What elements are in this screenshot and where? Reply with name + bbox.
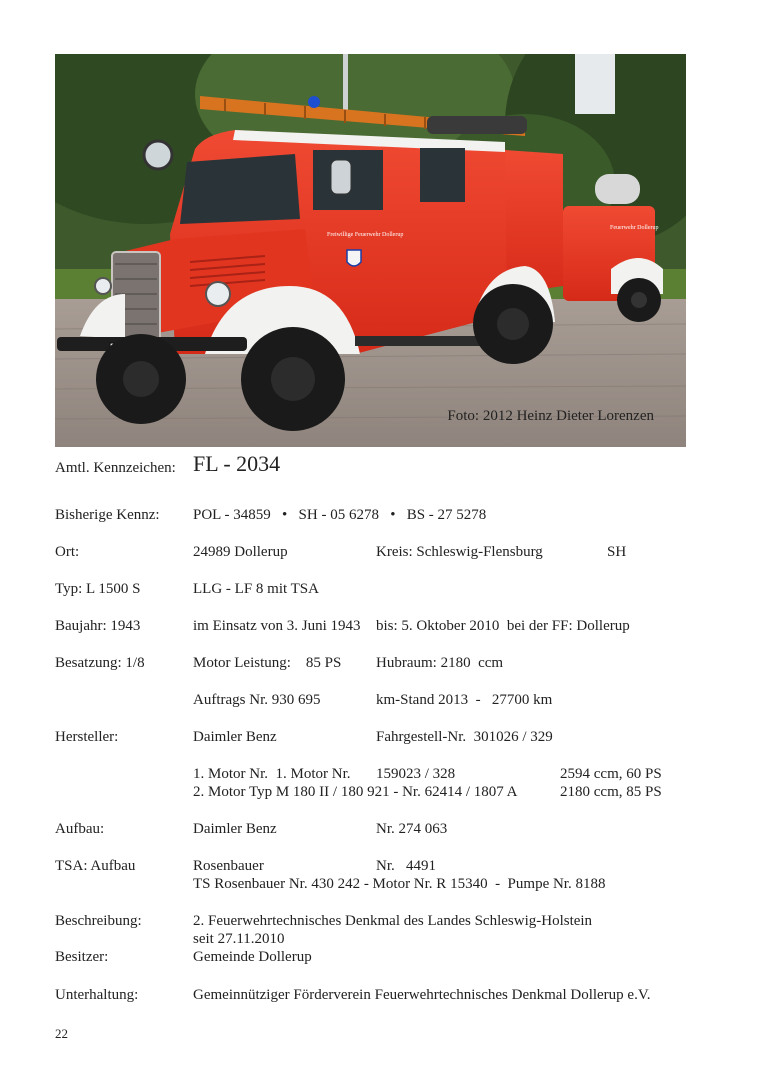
motor1-label: 1. Motor Nr. 1. Motor Nr. [193, 766, 351, 782]
beschreibung-date: seit 27.11.2010 [193, 931, 285, 947]
land-value: SH [607, 544, 627, 560]
fire-truck-photo [55, 54, 686, 447]
motor1-number: 159023 / 328 [376, 766, 456, 782]
hubraum: Hubraum: 2180 ccm [376, 655, 504, 671]
motor2-label: 2. Motor Typ M 180 II / 180 921 - Nr. 62414 / 1807 A [193, 784, 518, 800]
hersteller-value: Daimler Benz [193, 729, 277, 745]
door-lettering: Freiwillige Feuerwehr Dollerup [327, 232, 404, 238]
ort-value: 24989 Dollerup [193, 544, 288, 560]
bis-value: bis: 5. Oktober 2010 bei der FF: Dollerup [376, 618, 630, 634]
aufbau-value: Daimler Benz [193, 821, 277, 837]
fire-truck-illustration [55, 54, 686, 447]
unterhaltung-value: Gemeinnütziger Förderverein Feuerwehrtechnisches Denkmal Dollerup e.V. [193, 987, 651, 1003]
unterhaltung-label: Unterhaltung: [55, 987, 139, 1003]
tsa-label: TSA: Aufbau [55, 858, 136, 874]
motor-leistung: Motor Leistung: 85 PS [193, 655, 342, 671]
kennzeichen-value: FL - 2034 [193, 451, 281, 476]
fahrgestell: Fahrgestell-Nr. 301026 / 329 [376, 729, 553, 745]
beschreibung-value: 2. Feuerwehrtechnisches Denkmal des Landes Schleswig-Holstein [193, 913, 593, 929]
km-stand: km-Stand 2013 - 27700 km [376, 692, 553, 708]
besitzer-value: Gemeinde Dollerup [193, 949, 312, 965]
motor2-specs: 2180 ccm, 85 PS [560, 784, 662, 800]
tsa-detail: TS Rosenbauer Nr. 430 242 - Motor Nr. R 15340 - Pumpe Nr. 8188 [193, 876, 606, 892]
tsa-nr: Nr. 4491 [376, 858, 436, 874]
besitzer-label: Besitzer: [55, 949, 109, 965]
typ-label: Typ: L 1500 S [55, 581, 141, 597]
ort-label: Ort: [55, 544, 80, 560]
einsatz-value: im Einsatz von 3. Juni 1943 [193, 618, 361, 634]
bisherige-value: POL - 34859 • SH - 05 6278 • BS - 27 5278 [193, 507, 487, 523]
aufbau-label: Aufbau: [55, 821, 105, 837]
beschreibung-label: Beschreibung: [55, 913, 142, 929]
baujahr-label: Baujahr: 1943 [55, 618, 141, 634]
typ-value: LLG - LF 8 mit TSA [193, 581, 319, 597]
hersteller-label: Hersteller: [55, 729, 119, 745]
kreis-value: Kreis: Schleswig-Flensburg [376, 544, 543, 560]
kennzeichen-label: Amtl. Kennzeichen: [55, 460, 176, 476]
tsa-value: Rosenbauer [193, 858, 264, 874]
auftrag: Auftrags Nr. 930 695 [193, 692, 321, 708]
photo-credit: Foto: 2012 Heinz Dieter Lorenzen [447, 408, 654, 424]
trailer-lettering: Feuerwehr Dollerup [610, 225, 659, 231]
aufbau-nr: Nr. 274 063 [376, 821, 448, 837]
page-number: 22 [55, 1026, 68, 1041]
motor1-specs: 2594 ccm, 60 PS [560, 766, 662, 782]
bisherige-label: Bisherige Kennz: [55, 507, 160, 523]
besatzung-label: Besatzung: 1/8 [55, 655, 145, 671]
